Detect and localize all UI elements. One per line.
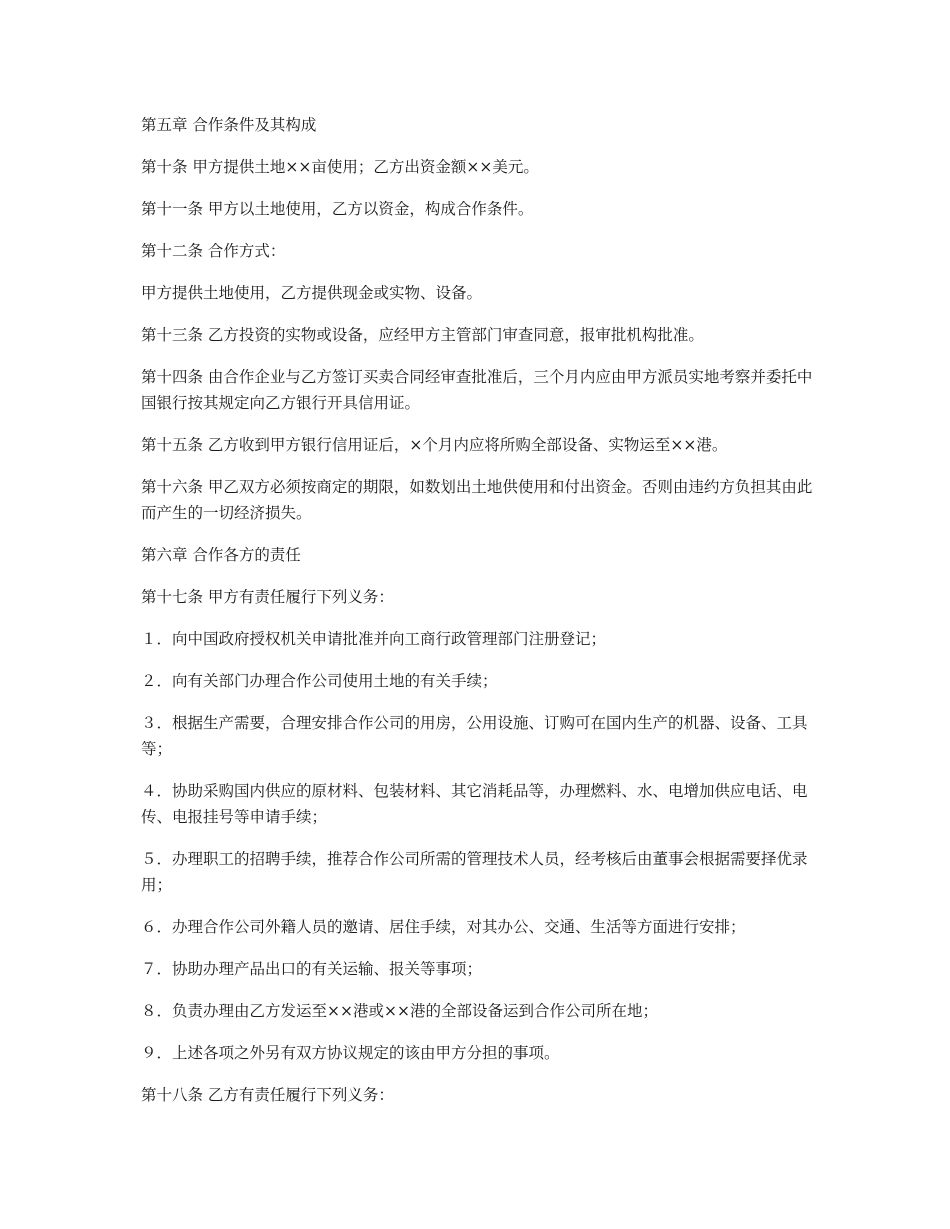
- list-item: ９．上述各项之外另有双方协议规定的该由甲方分担的事项。: [141, 1044, 560, 1062]
- list-item: ６．办理合作公司外籍人员的邀请、居住手续，对其办公、交通、生活等方面进行安排；: [141, 918, 746, 936]
- article-13: 第十三条 乙方投资的实物或设备，应经甲方主管部门审查同意，报审批机构批准。: [141, 326, 704, 344]
- chapter-heading-6: 第六章 合作各方的责任: [141, 546, 301, 564]
- list-item: ２．向有关部门办理合作公司使用土地的有关手续；: [141, 672, 498, 690]
- list-item: ７．协助办理产品出口的有关运输、报关等事项；: [141, 960, 483, 978]
- article-11: 第十一条 甲方以土地使用，乙方以资金，构成合作条件。: [141, 200, 534, 218]
- article-14: 第十四条 由合作企业与乙方签订买卖合同经审查批准后，三个月内应由甲方派员实地考察并委托中国银行按其规定向乙方银行开具信用证。: [141, 368, 813, 412]
- article-17: 第十七条 甲方有责任履行下列义务：: [141, 588, 394, 606]
- document-body: [141, 112, 813, 1124]
- list-item: ３．根据生产需要，合理安排合作公司的用房，公用设施、订购可在国内生产的机器、设备、工具等；: [141, 714, 808, 758]
- list-item: ４．协助采购国内供应的原材料、包装材料、其它消耗品等，办理燃料、水、电增加供应电话、电传、电报挂号等申请手续；: [141, 782, 808, 826]
- list-item: １．向中国政府授权机关申请批准并向工商行政管理部门注册登记；: [141, 630, 607, 648]
- article-18: 第十八条 乙方有责任履行下列义务：: [141, 1086, 394, 1104]
- article-12-body: 甲方提供土地使用，乙方提供现金或实物、设备。: [141, 284, 483, 302]
- chapter-heading-5: 第五章 合作条件及其构成: [141, 116, 317, 134]
- list-item: ８．负责办理由乙方发运至××港或××港的全部设备运到合作公司所在地；: [141, 1002, 658, 1020]
- article-12: 第十二条 合作方式：: [141, 242, 286, 260]
- article-10: 第十条 甲方提供土地××亩使用；乙方出资金额××美元。: [141, 158, 539, 176]
- article-16: 第十六条 甲乙双方必须按商定的期限，如数划出土地供使用和付出资金。否则由违约方负担其由此而产生的一切经济损失。: [141, 478, 813, 522]
- article-15: 第十五条 乙方收到甲方银行信用证后，×个月内应将所购全部设备、实物运至××港。: [141, 436, 728, 454]
- list-item: ５．办理职工的招聘手续，推荐合作公司所需的管理技术人员，经考核后由董事会根据需要择优录用；: [141, 850, 808, 894]
